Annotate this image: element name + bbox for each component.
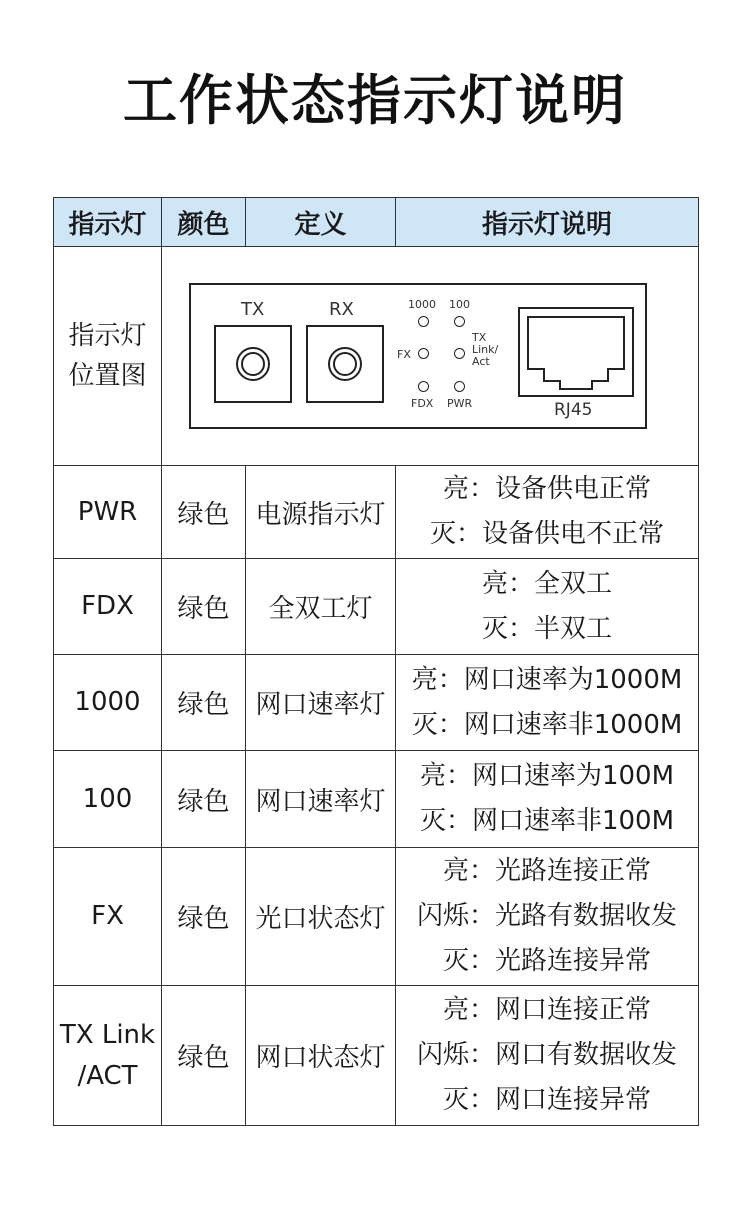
table-row xyxy=(54,986,699,1126)
row-definition: 全双工灯 xyxy=(246,559,396,655)
table-row xyxy=(54,751,699,848)
row-description: 亮：网口速率为1000M 灭：网口速率非1000M xyxy=(396,655,699,751)
rx-port-label: RX xyxy=(329,299,354,320)
row-indicator: 1000 xyxy=(54,655,162,751)
row-definition: 网口状态灯 xyxy=(246,986,396,1126)
led-pwr-label: PWR xyxy=(447,397,473,410)
page-title: 工作状态指示灯说明 xyxy=(123,69,627,132)
led-fx-label: FX xyxy=(397,348,411,361)
led-txlink-label-3: Act xyxy=(472,355,490,368)
row-description: 亮：设备供电正常 灭：设备供电不正常 xyxy=(396,466,699,559)
header-definition: 定义 xyxy=(246,198,396,247)
row-definition: 网口速率灯 xyxy=(246,655,396,751)
led-fdx-label: FDX xyxy=(411,397,434,410)
led-fx xyxy=(418,348,429,359)
led-1000-label: 1000 xyxy=(408,298,436,311)
row-description: 亮：网口速率为100M 灭：网口速率非100M xyxy=(396,751,699,848)
rx-fiber-port xyxy=(306,325,384,403)
table-row xyxy=(54,848,699,986)
table-row xyxy=(54,466,699,559)
led-fdx xyxy=(418,381,429,392)
row-indicator: FDX xyxy=(54,559,162,655)
row-description: 亮：全双工 灭：半双工 xyxy=(396,559,699,655)
rj45-label: RJ45 xyxy=(554,400,593,420)
tx-fiber-port xyxy=(214,325,292,403)
led-txlink-label-2: Link/ xyxy=(472,343,499,356)
led-pwr xyxy=(454,381,465,392)
row-definition: 网口速率灯 xyxy=(246,751,396,848)
row-color: 绿色 xyxy=(162,848,246,986)
row-description: 亮：光路连接正常 闪烁：光路有数据收发 灭：光路连接异常 xyxy=(396,848,699,986)
led-txlink-label-1: TX xyxy=(472,331,487,344)
row-indicator: FX xyxy=(54,848,162,986)
led-100 xyxy=(454,316,465,327)
device-panel xyxy=(189,283,647,429)
row-color: 绿色 xyxy=(162,986,246,1126)
header-indicator: 指示灯 xyxy=(54,198,162,247)
row-indicator: TX Link /ACT xyxy=(54,986,162,1126)
table-row xyxy=(54,655,699,751)
header-color: 颜色 xyxy=(162,198,246,247)
row-definition: 光口状态灯 xyxy=(246,848,396,986)
indicator-table xyxy=(53,197,699,1126)
rj45-port-icon xyxy=(518,307,634,397)
led-1000 xyxy=(418,316,429,327)
table-row xyxy=(54,559,699,655)
diagram-row xyxy=(54,247,699,466)
indicator-position-diagram xyxy=(162,247,699,466)
row-definition: 电源指示灯 xyxy=(246,466,396,559)
led-100-label: 100 xyxy=(449,298,470,311)
row-color: 绿色 xyxy=(162,559,246,655)
led-tx-link-act xyxy=(454,348,465,359)
row-color: 绿色 xyxy=(162,751,246,848)
row-description: 亮：网口连接正常 闪烁：网口有数据收发 灭：网口连接异常 xyxy=(396,986,699,1126)
header-description: 指示灯说明 xyxy=(396,198,699,247)
row-color: 绿色 xyxy=(162,466,246,559)
table-header-row xyxy=(54,198,699,247)
row-indicator: 100 xyxy=(54,751,162,848)
diagram-row-label: 指示灯 位置图 xyxy=(54,247,162,466)
tx-port-label: TX xyxy=(241,299,265,320)
row-color: 绿色 xyxy=(162,655,246,751)
row-indicator: PWR xyxy=(54,466,162,559)
